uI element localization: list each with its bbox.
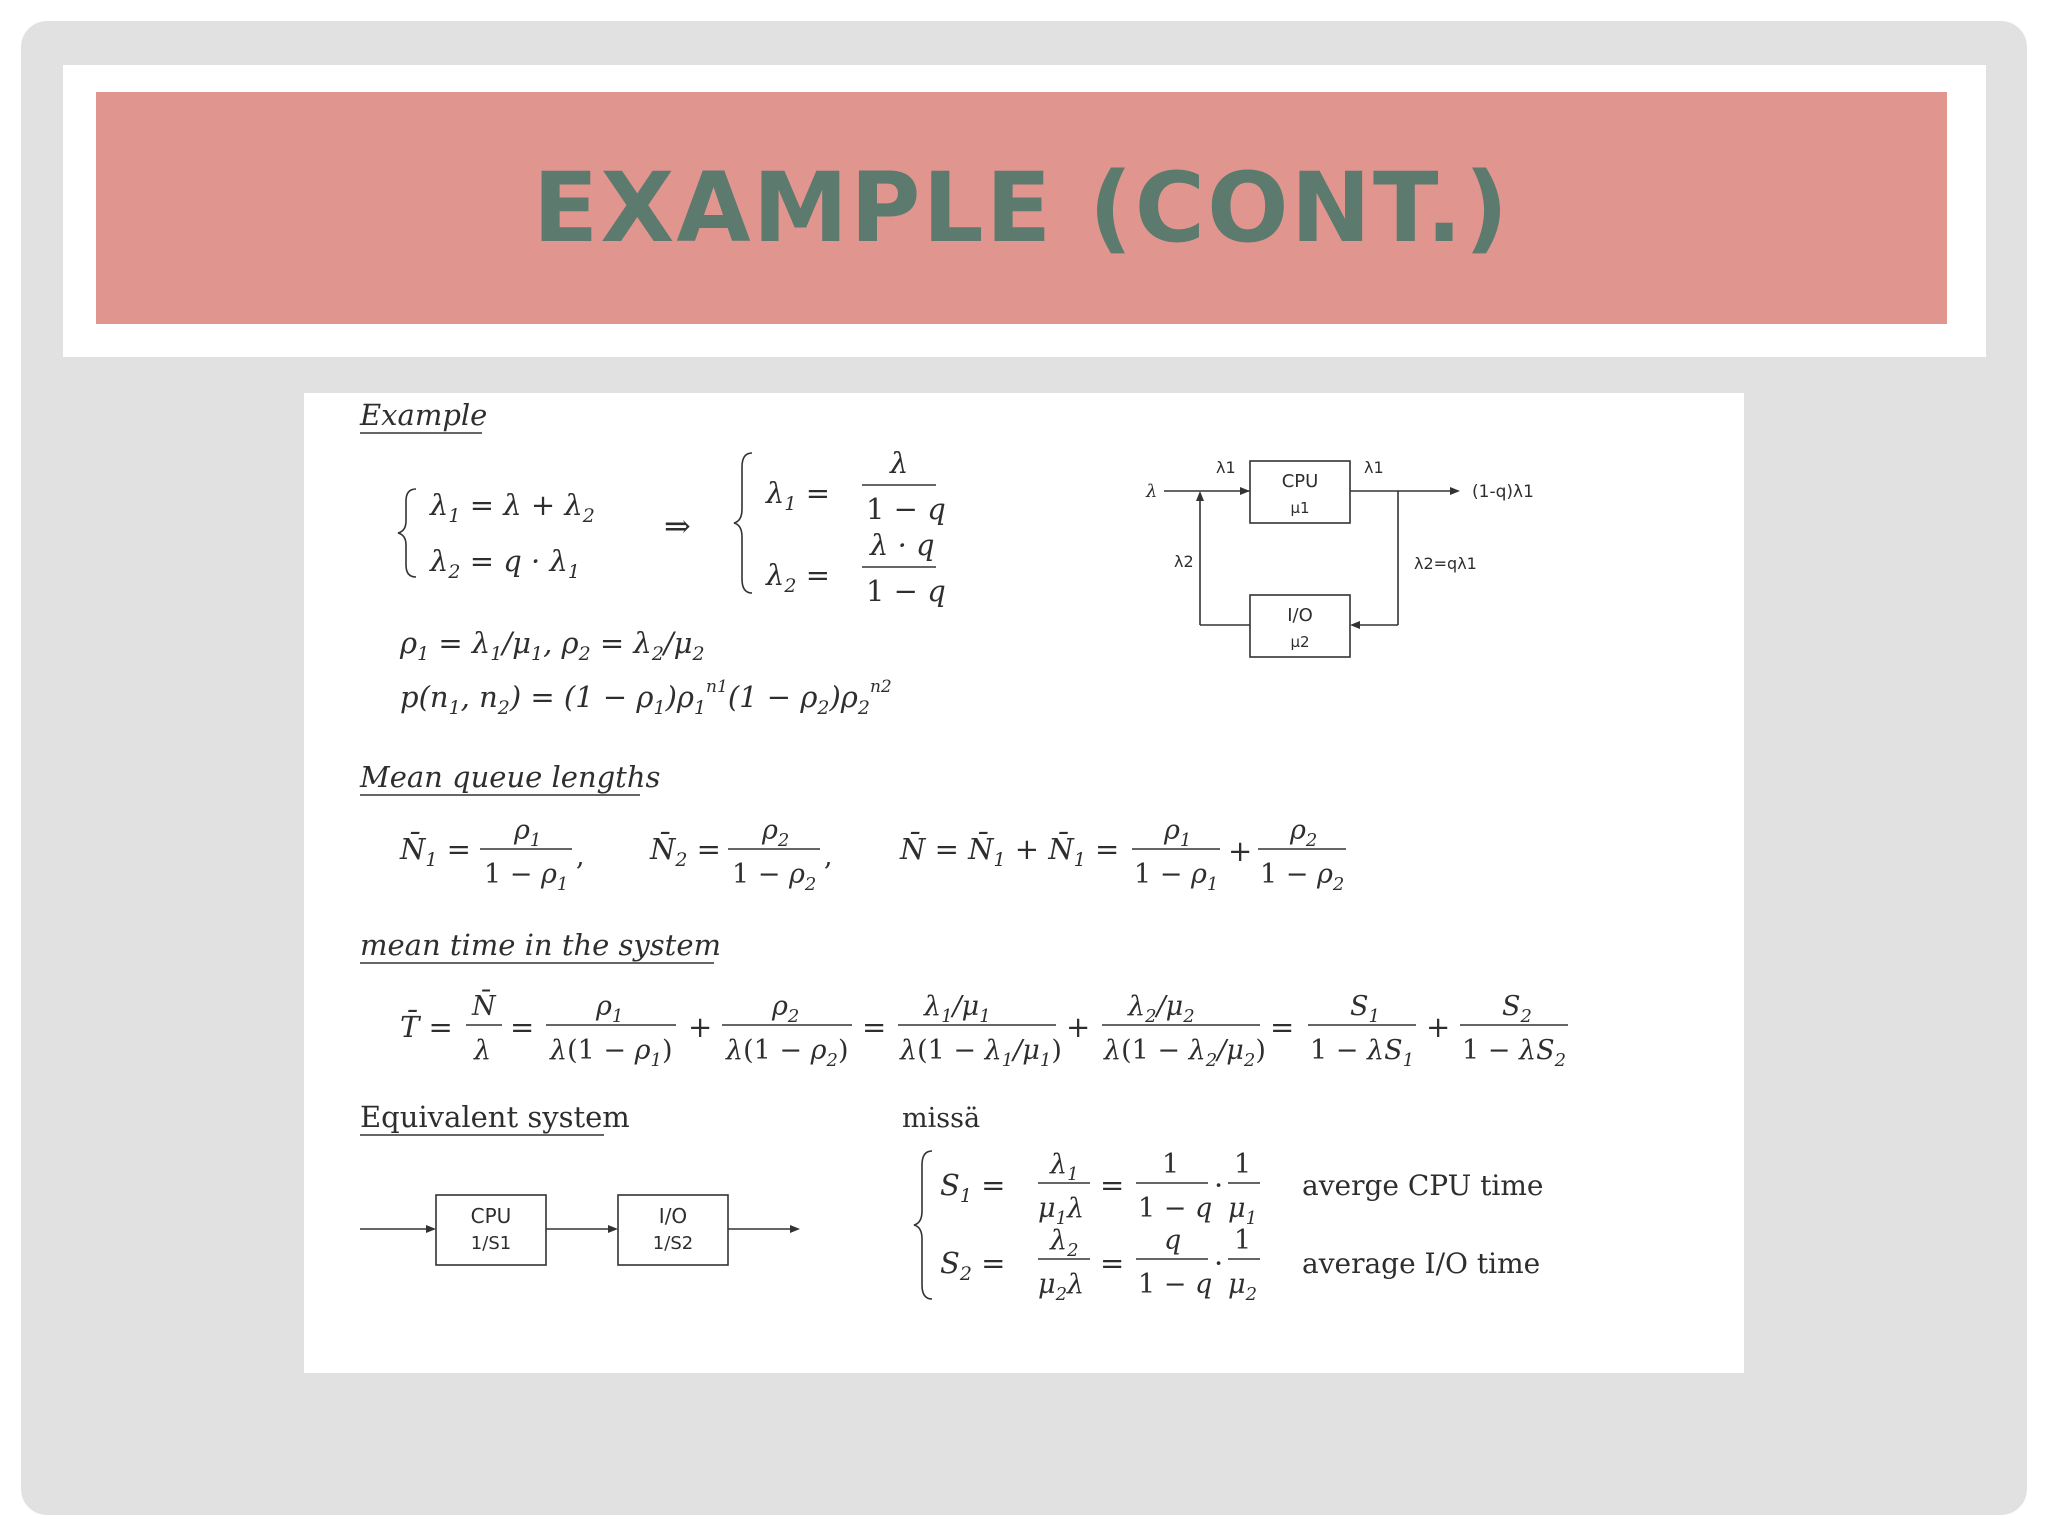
svg-text:λ · q: λ · q [870, 528, 935, 562]
svg-text:1 − q: 1 − q [866, 574, 946, 608]
svg-text:N̄2 =: $N̄_2$ = [650, 832, 721, 871]
mean-queue-formulas [399, 815, 1346, 895]
svg-text:1: 1 [1234, 1149, 1252, 1180]
svg-text:λ1: λ1 [1364, 458, 1384, 477]
equivalent-system-diagram [360, 1195, 800, 1265]
svg-text:λ1 =: $\lambda_1$ = [766, 476, 831, 515]
svg-text:S2 =: $S_2$ = [940, 1246, 1006, 1285]
svg-text:λ2: $\lambda_2$ [1050, 1225, 1079, 1261]
svg-text:+: + [1228, 834, 1253, 868]
svg-text:,: , [824, 841, 833, 872]
svg-text:λ1: λ1 [1216, 458, 1236, 477]
svg-text:λ2: λ2 [1174, 552, 1194, 571]
svg-text:+: + [1426, 1010, 1451, 1044]
svg-text:=: = [1270, 1010, 1295, 1044]
svg-text:q: q [1164, 1225, 1182, 1256]
heading-mean-queue-lengths: Mean queue lengths [360, 760, 661, 794]
svg-text:λ(1 − λ1/μ1): $\lambda(1 - \lambda_1/\mu_1)$ [900, 1035, 1062, 1071]
svg-text:S1 =: $S_1$ = [940, 1168, 1006, 1207]
svg-text:ρ1: $\rho_1$ [596, 991, 624, 1027]
svg-text:CPU: CPU [470, 1204, 512, 1228]
svg-text:,: , [576, 841, 585, 872]
io-time-note: average I/O time [1302, 1247, 1541, 1280]
svg-text:N̄ = N̄1 + N̄1 =: N̄ = $N̄_1$ + $N̄_1$ = [900, 832, 1120, 871]
svg-text:λ: λ [474, 1035, 492, 1066]
svg-text:=: = [1100, 1246, 1125, 1280]
label-missa: missä [902, 1103, 981, 1134]
svg-text:ρ2: $\rho_2$ [1290, 815, 1318, 851]
implies-arrow: ⇒ [664, 507, 691, 545]
heading-example: Example [360, 398, 488, 432]
svg-text:S1: $S_1$ [1350, 991, 1380, 1027]
svg-text:·: · [1214, 1246, 1224, 1280]
svg-text:λ2/μ2: $\lambda_2/\mu_2$ [1128, 991, 1195, 1027]
svg-text:T̄ =: T̄ = [400, 1010, 453, 1044]
svg-text:1 − q: 1 − q [1138, 1269, 1213, 1300]
svg-text:1 − ρ2: $1 - \rho_2$ [732, 859, 817, 895]
service-time-definitions [914, 1149, 1543, 1305]
svg-text:I/O: I/O [1287, 605, 1313, 626]
svg-text:=: = [862, 1010, 887, 1044]
svg-text:λ(1 − ρ2): $\lambda(1 - \rho_2)$ [726, 1035, 849, 1071]
svg-text:λ(1 − λ2/μ2): $\lambda(1 - \lambda_2/\mu_2)$ [1104, 1035, 1266, 1071]
svg-text:1 − ρ1: $1 - \rho_1$ [1134, 859, 1219, 895]
svg-text:λ2=qλ1: λ2=qλ1 [1414, 554, 1477, 573]
mean-time-formula [400, 988, 1568, 1071]
rho-definitions: $\rho_1 = \lambda_1/\mu_1$, $\rho_2 = \lambda_2/\mu_2$ [400, 626, 705, 665]
cpu-time-note: averge CPU time [1302, 1169, 1544, 1202]
svg-text:+: + [688, 1010, 713, 1044]
svg-text:λ1/μ1: $\lambda_1/\mu_1$ [924, 991, 991, 1027]
svg-text:S2: $S_2$ [1502, 991, 1532, 1027]
svg-text:μ1: $\mu_1$ [1228, 1193, 1258, 1229]
svg-text:λ: λ [890, 446, 909, 480]
svg-text:=: = [1100, 1168, 1125, 1202]
svg-text:N̄1 =: $N̄_1$ = [400, 832, 471, 871]
svg-text:1/S1: 1/S1 [470, 1233, 512, 1254]
svg-text:μ2: μ2 [1290, 633, 1310, 651]
math-content [304, 393, 1744, 1373]
svg-text:ρ1: $\rho_1$ [514, 815, 542, 851]
queueing-network-diagram [1145, 458, 1534, 657]
svg-text:λ(1 − ρ1): $\lambda(1 - \rho_1)$ [550, 1035, 673, 1071]
svg-text:μ2λ: $\mu_2\lambda$ [1038, 1269, 1085, 1305]
svg-text:1 − ρ1: $1 - \rho_1$ [484, 859, 569, 895]
svg-text:1 − λS2: $1 - \lambda S_2$ [1462, 1035, 1567, 1071]
svg-text:ρ2: $\rho_2$ [772, 991, 800, 1027]
svg-text:λ: λ [1146, 481, 1158, 502]
heading-mean-time: mean time in the system [360, 928, 721, 962]
svg-text:λ1 = λ + λ2: $\lambda_1 = \lambda + \lambda_2$ [430, 488, 595, 527]
svg-text:μ1λ: $\mu_1\lambda$ [1038, 1193, 1085, 1229]
system-equations-right [734, 446, 946, 608]
svg-text:I/O: I/O [658, 1204, 688, 1228]
svg-text:1/S2: 1/S2 [652, 1233, 694, 1254]
heading-equivalent-system: Equivalent system [360, 1100, 630, 1134]
svg-text:λ1: $\lambda_1$ [1050, 1149, 1079, 1185]
svg-text:·: · [1214, 1168, 1224, 1202]
svg-text:1: 1 [1234, 1225, 1252, 1256]
svg-text:ρ1: $\rho_1$ [1164, 815, 1192, 851]
svg-text:λ2 =: $\lambda_2$ = [766, 558, 831, 597]
svg-text:1 − λS1: $1 - \lambda S_1$ [1310, 1035, 1415, 1071]
svg-text:1: 1 [1162, 1149, 1180, 1180]
svg-text:μ2: $\mu_2$ [1228, 1269, 1258, 1305]
svg-text:+: + [1066, 1010, 1091, 1044]
svg-text:μ1: μ1 [1290, 499, 1310, 517]
svg-text:CPU: CPU [1281, 471, 1319, 492]
svg-text:1 − ρ2: $1 - \rho_2$ [1260, 859, 1345, 895]
svg-text:ρ2: $\rho_2$ [762, 815, 790, 851]
svg-text:(1-q)λ1: (1-q)λ1 [1472, 482, 1534, 502]
system-equations-left [398, 488, 595, 583]
slide-title: EXAMPLE (CONT.) [532, 152, 1511, 264]
svg-text:=: = [510, 1010, 535, 1044]
svg-text:λ2 = q · λ1: $\lambda_2 = q \cdot \lambda_1$ [430, 544, 580, 583]
svg-text:N̄: N̄ [472, 991, 496, 1022]
svg-text:1 − q: 1 − q [866, 492, 946, 526]
joint-probability: $p(n_1$, $n_2) = (1 - \rho_1)\rho_1^{n1}(1 - \rho_2)\rho_2^{n2}$ [400, 677, 892, 719]
slide-image-content [304, 393, 1744, 1373]
svg-text:1 − q: 1 − q [1138, 1193, 1213, 1224]
